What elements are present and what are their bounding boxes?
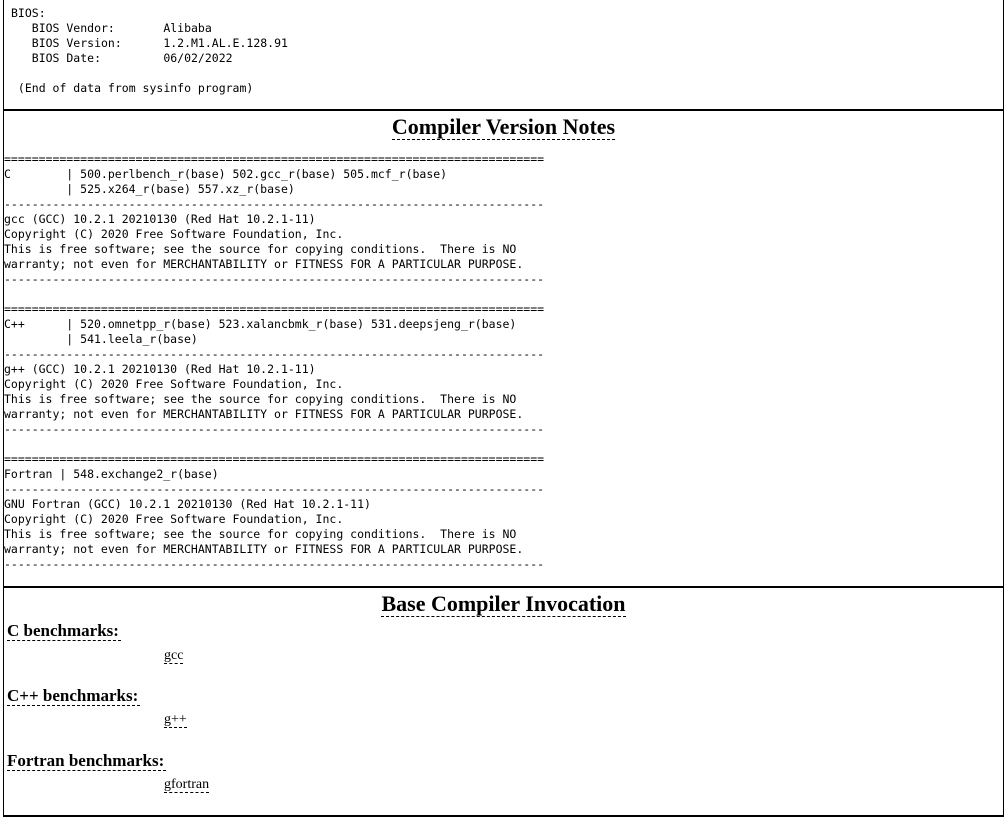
fortran-benchmarks-heading[interactable] xyxy=(7,751,166,771)
base-invocation-title-link[interactable]: Base Compiler Invocation xyxy=(381,591,626,616)
cpp-compiler-link[interactable]: g++ xyxy=(164,712,187,727)
cpp-benchmarks-heading[interactable] xyxy=(7,686,140,706)
cpp-compiler-invocation[interactable] xyxy=(164,712,187,728)
c-compiler-link[interactable]: gcc xyxy=(164,648,184,663)
c-benchmarks-heading[interactable] xyxy=(7,621,121,641)
fortran-benchmarks-label[interactable]: Fortran benchmarks: xyxy=(7,751,165,770)
fortran-compiler-link[interactable]: gfortran xyxy=(164,777,210,792)
bios-info-text: BIOS: BIOS Vendor: Alibaba BIOS Version: 1.2.M1.AL.E.128.91 BIOS Date: 06/02/2022 (End of data from sysinfo program) xyxy=(11,6,288,95)
bios-info-panel xyxy=(3,0,1004,111)
cpp-benchmarks-label[interactable]: C++ benchmarks: xyxy=(7,686,139,705)
c-compiler-invocation[interactable] xyxy=(164,648,183,664)
compiler-notes-text: ============================================================================== C | 500.perlbench_r(base) 502.gcc_r(base) 505.mcf_r(base) | 525.x264_r(base) 557.xz_r(base) ------------------------------------------------------------------------------ gcc (GCC) 10.2.1 20210130 (Red Hat 10.2.1-11) Copyright (C) 2020 Free Software Foundation, Inc. This is free software; see the source for copying conditions. There is NO warranty; not even for MERCHANTABILITY or FITNESS FOR A PARTICULAR PURPOSE. ------------------------------------------------------------------------------ ============================================================================== C++ | 520.omnetpp_r(base) 523.xalancbmk_r(base) 531.deepsjeng_r(base) | 541.leela_r(base) ------------------------------------------------------------------------------ g++ (GCC) 10.2.1 20210130 (Red Hat 10.2.1-11) Copyright (C) 2020 Free Software Foundation, Inc. This is free software; see the source for copying conditions. There is NO warranty; not even for MERCHANTABILITY or FITNESS FOR A PARTICULAR PURPOSE. ------------------------------------------------------------------------------ ============================================================================== Fortran | 548.exchange2_r(base) ------------------------------------------------------------------------------ GNU Fortran (GCC) 10.2.1 20210130 (Red Hat 10.2.1-11) Copyright (C) 2020 Free Software Foundation, Inc. This is free software; see the source for copying conditions. There is NO warranty; not even for MERCHANTABILITY or FITNESS FOR A PARTICULAR PURPOSE. ------------------------------------------------------------------------------ xyxy=(4,152,545,571)
base-compiler-invocation-panel xyxy=(3,586,1004,817)
compiler-notes-title[interactable] xyxy=(4,114,1003,140)
c-benchmarks-label[interactable]: C benchmarks: xyxy=(7,621,119,640)
compiler-notes-title-link[interactable]: Compiler Version Notes xyxy=(391,114,616,139)
fortran-compiler-invocation[interactable] xyxy=(164,777,209,793)
compiler-version-notes-panel xyxy=(3,109,1004,588)
base-invocation-title[interactable] xyxy=(4,591,1003,617)
